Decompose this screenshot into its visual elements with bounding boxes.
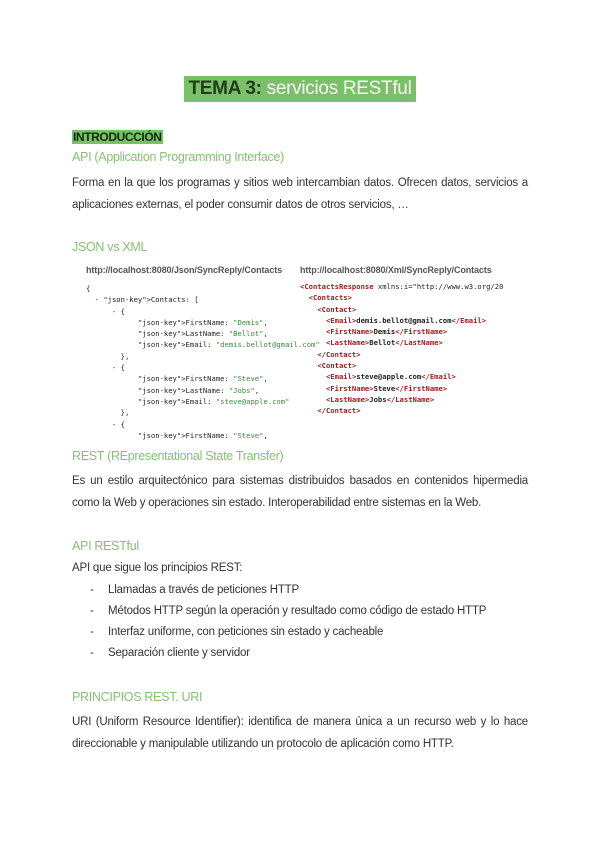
xml-code-block bbox=[300, 281, 503, 417]
xml-code-line: <Contact> bbox=[317, 304, 357, 314]
list-item: - Llamadas a través de peticiones HTTP bbox=[90, 580, 486, 601]
json-code-line: - { bbox=[86, 363, 125, 373]
restful-intro: API que sigue los principios REST: bbox=[72, 562, 243, 574]
rest-paragraph: Es un estilo arquitectónico para sistemas distribuidos basados en contenidos hipermedia como la Web y operaciones sin estado. Interoperabilidad entre sistemas en la Web. bbox=[72, 475, 528, 509]
json-code-block bbox=[86, 283, 320, 441]
list-item-text: Llamadas a través de peticiones HTTP bbox=[108, 584, 299, 596]
json-code-line: "json-key">LastName: "Jobs", bbox=[137, 385, 260, 395]
api-paragraph: Forma en la que los programas y sitios web intercambian datos. Ofrecen datos, servicios a aplicaciones externas, el poder consumir datos de otros servicios, … bbox=[72, 177, 528, 211]
xml-code-line: </Contact> bbox=[317, 349, 361, 359]
xml-code-line: <Contacts> bbox=[308, 293, 352, 303]
api-heading: API (Application Programming Interface) bbox=[72, 150, 285, 164]
json-code-line: "json-key">FirstName: "Steve", bbox=[137, 374, 268, 384]
json-code-line: "json-key">Email: "steve@apple.com" bbox=[137, 396, 290, 406]
json-code-line: "json-key">Email: "demis.bellot@gmail.com" bbox=[137, 340, 320, 350]
section-heading-introduccion: INTRODUCCIÓN bbox=[73, 130, 162, 144]
xml-code-line: <FirstName>Steve</FirstName> bbox=[325, 383, 448, 393]
xml-code-line: <LastName>Bellot</LastName> bbox=[325, 338, 443, 348]
uri-heading: PRINCIPIOS REST. URI bbox=[72, 690, 203, 704]
title-bold: TEMA 3: bbox=[188, 78, 262, 99]
xml-code-line: <ContactsResponse xmlns:i="http://www.w3.org/20 bbox=[300, 282, 504, 291]
list-item-text: Métodos HTTP según la operación y resultado como código de estado HTTP bbox=[108, 605, 487, 617]
json-code-line: "json-key">LastName: "Bellot", bbox=[137, 329, 268, 339]
restful-heading: API RESTful bbox=[72, 539, 139, 553]
json-url: http://localhost:8080/Json/SyncReply/Contacts bbox=[86, 265, 283, 275]
list-item: - Separación cliente y servidor bbox=[90, 643, 486, 664]
title-container bbox=[0, 76, 600, 102]
list-item-text: Interfaz uniforme, con peticiones sin estado y cacheable bbox=[108, 626, 384, 638]
json-code-line: }, bbox=[86, 408, 130, 418]
list-item: - Interfaz uniforme, con peticiones sin estado y cacheable bbox=[90, 622, 486, 643]
json-code-line: }, bbox=[86, 351, 130, 361]
restful-principles-list bbox=[90, 580, 486, 664]
xml-code-line: <Contact> bbox=[317, 361, 357, 371]
json-xml-heading: JSON vs XML bbox=[72, 240, 148, 254]
xml-code-line: <LastName>Jobs</LastName> bbox=[325, 394, 435, 404]
json-code-line: { bbox=[86, 284, 91, 293]
json-code-line: - { bbox=[86, 306, 125, 316]
list-item-text: Separación cliente y servidor bbox=[108, 647, 250, 659]
xml-url: http://localhost:8080/Xml/SyncReply/Contacts bbox=[300, 265, 492, 275]
xml-code-line: <FirstName>Demis</FirstName> bbox=[325, 327, 448, 337]
json-code-line: "json-key">FirstName: "Demis", bbox=[137, 317, 268, 327]
xml-code-line: <Email>demis.bellot@gmail.com</Email> bbox=[325, 315, 487, 325]
title-rest: servicios RESTful bbox=[266, 78, 412, 99]
list-item: - Métodos HTTP según la operación y resultado como código de estado HTTP bbox=[90, 601, 486, 622]
uri-paragraph: URI (Uniform Resource Identifier): identifica de manera única a un recurso web y lo hace direccionable y manipulable utilizando un protocolo de aplicación como HTTP. bbox=[72, 716, 528, 750]
rest-heading: REST (REpresentational State Transfer) bbox=[72, 449, 284, 463]
xml-code-line: <Email>steve@apple.com</Email> bbox=[325, 372, 456, 382]
json-code-line: - "json-key">Contacts: [ bbox=[86, 295, 199, 305]
json-code-line: - { bbox=[86, 419, 125, 429]
xml-code-line: </Contact> bbox=[317, 406, 361, 416]
json-code-line: "json-key">FirstName: "Steve", bbox=[137, 430, 268, 440]
document-title bbox=[184, 76, 415, 102]
